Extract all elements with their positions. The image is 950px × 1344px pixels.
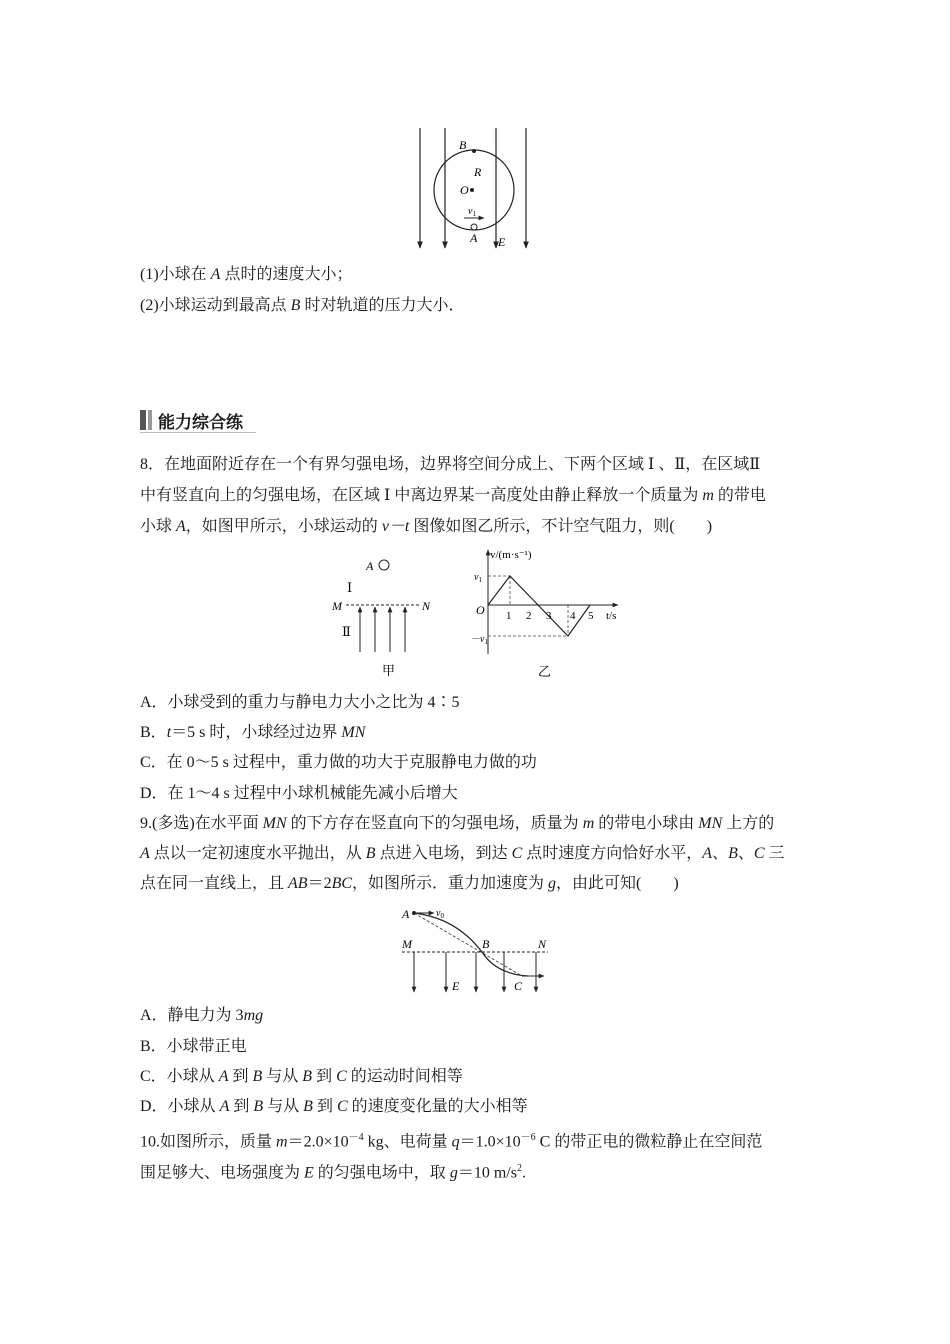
projectile-field-figure bbox=[396, 904, 556, 996]
q9-option-c[interactable] bbox=[140, 1066, 463, 1088]
text: (2)小球运动到最高点 bbox=[140, 297, 291, 314]
label-region-2: Ⅱ bbox=[342, 624, 351, 639]
var: A bbox=[140, 845, 150, 862]
vt-curve bbox=[488, 576, 590, 636]
text: 、 bbox=[712, 845, 729, 862]
ball-a bbox=[379, 560, 389, 570]
text: 点在同一直线上，且 bbox=[140, 875, 289, 892]
tick-4: 4 bbox=[570, 610, 576, 622]
var: A bbox=[218, 1068, 229, 1085]
text: ＝5 s 时，小球经过边界 bbox=[171, 724, 342, 741]
section-bar-icon bbox=[140, 410, 146, 430]
var: MN bbox=[698, 815, 723, 832]
label-o: O bbox=[460, 183, 469, 197]
label-e: E bbox=[452, 979, 460, 993]
q7-part2 bbox=[140, 295, 464, 317]
var: mg bbox=[243, 1007, 264, 1024]
q8-line1: 8．在地面附近存在一个有界匀强电场，边界将空间分成上、下两个区域 Ⅰ 、Ⅱ，在区域Ⅱ bbox=[140, 456, 761, 473]
text: ＝1.0×10 bbox=[459, 1133, 521, 1151]
var: m bbox=[582, 815, 595, 832]
text: . bbox=[521, 1164, 526, 1182]
var: AB bbox=[288, 875, 308, 892]
text: 时对轨道的压力大小． bbox=[300, 297, 465, 314]
q9-line2 bbox=[140, 843, 785, 865]
center-o-dot bbox=[470, 188, 474, 192]
exponent: －4 bbox=[348, 1132, 364, 1143]
label-v1: $v_1$ bbox=[468, 206, 476, 218]
var: B bbox=[253, 1098, 264, 1115]
q10-line2 bbox=[140, 1158, 526, 1184]
q7-part1 bbox=[140, 264, 352, 286]
var: A bbox=[210, 266, 221, 283]
exponent: 2 bbox=[516, 1163, 522, 1174]
text: 的匀强电场中，取 bbox=[313, 1164, 450, 1182]
label-v0: $v_0$ bbox=[436, 908, 444, 920]
tick-2: 2 bbox=[526, 610, 532, 622]
var: C bbox=[753, 845, 765, 862]
text: ＝2.0×10 bbox=[287, 1133, 349, 1151]
figure-yi-vt-graph bbox=[470, 544, 630, 682]
ball-a bbox=[471, 224, 477, 230]
y-axis-label: v/(m·s⁻¹) bbox=[490, 549, 532, 561]
text: 到 bbox=[228, 1068, 253, 1085]
caption-yi: 乙 bbox=[538, 664, 552, 679]
text: ) bbox=[706, 518, 713, 535]
text: A．静电力为 3 bbox=[140, 1007, 244, 1024]
q10-line1 bbox=[140, 1127, 762, 1153]
text: C 的带正电的微粒静止在空间范 bbox=[535, 1133, 763, 1151]
label-m: M bbox=[402, 937, 412, 951]
label-b: B bbox=[482, 937, 490, 951]
origin-label: O bbox=[476, 603, 485, 617]
text: 与从 bbox=[262, 1068, 303, 1085]
q8-option-d[interactable]: D．在 1～4 s 过程中小球机械能先减小后增大 bbox=[140, 785, 458, 802]
label-b: B bbox=[459, 138, 467, 152]
var: A bbox=[219, 1098, 230, 1115]
label-region-1: Ⅰ bbox=[347, 580, 353, 595]
text: 到 bbox=[312, 1068, 337, 1085]
var: g bbox=[449, 1164, 458, 1182]
text: kg、电荷量 bbox=[363, 1133, 452, 1151]
label-a: A bbox=[470, 231, 478, 245]
q9-option-b[interactable]: B．小球带正电 bbox=[140, 1038, 247, 1055]
text: 到 bbox=[229, 1098, 254, 1115]
text: 的运动时间相等 bbox=[346, 1068, 463, 1085]
text: 三 bbox=[764, 845, 785, 862]
text: 图像如图乙所示，不计空气阻力，则( bbox=[409, 518, 675, 535]
text: ，由此可知( bbox=[556, 875, 642, 892]
label-m: M bbox=[332, 599, 342, 613]
section-bar-icon bbox=[148, 410, 152, 430]
label-n: N bbox=[422, 599, 431, 613]
var: B bbox=[728, 845, 738, 862]
var: m bbox=[276, 1133, 288, 1151]
section-heading bbox=[140, 408, 243, 432]
x-axis-label: t/s bbox=[606, 610, 617, 622]
text: ＝2 bbox=[307, 875, 332, 892]
text: ，如图所示．重力加速度为 bbox=[352, 875, 549, 892]
text: 点时速度方向恰好水平， bbox=[522, 845, 703, 862]
text: 的下方存在竖直向下的匀强电场，质量为 bbox=[286, 815, 583, 832]
var: v－t bbox=[381, 518, 410, 535]
var: MN bbox=[262, 815, 287, 832]
q9-option-a[interactable] bbox=[140, 1005, 263, 1027]
text: 小球 bbox=[140, 518, 177, 535]
var: BC bbox=[331, 875, 353, 892]
q8-option-a[interactable]: A．小球受到的重力与静电力大小之比为 4∶5 bbox=[140, 694, 460, 711]
tick-3: 3 bbox=[546, 610, 552, 622]
text: 、 bbox=[737, 845, 754, 862]
q8-line2 bbox=[140, 485, 766, 507]
text: 的速度变化量的大小相等 bbox=[347, 1098, 528, 1115]
var: C bbox=[336, 1068, 347, 1085]
trajectory bbox=[414, 913, 528, 976]
section-title: 能力综合练 bbox=[158, 412, 243, 433]
v1-label: $v_1$ bbox=[474, 572, 482, 584]
q8-option-b[interactable] bbox=[140, 722, 365, 744]
var: MN bbox=[341, 724, 366, 741]
text: ，如图甲所示，小球运动的 bbox=[185, 518, 382, 535]
q9-line3 bbox=[140, 873, 679, 895]
var: C bbox=[336, 1098, 348, 1115]
q8-option-c[interactable]: C．在 0～5 s 过程中，重力做的功大于克服静电力做的功 bbox=[140, 754, 537, 771]
q8-line3 bbox=[140, 516, 712, 538]
text: D．小球从 bbox=[140, 1098, 220, 1115]
var: g bbox=[548, 875, 557, 892]
tick-5: 5 bbox=[588, 610, 594, 622]
var: B bbox=[290, 297, 301, 314]
text: ) bbox=[673, 875, 679, 892]
text: 与从 bbox=[263, 1098, 304, 1115]
text: (1)小球在 bbox=[140, 266, 211, 283]
text: 的带电小球由 bbox=[594, 815, 699, 832]
var: B bbox=[302, 1068, 313, 1085]
text: 10.如图所示，质量 bbox=[140, 1133, 277, 1151]
label-r: R bbox=[474, 165, 482, 179]
text: 点进入电场，到达 bbox=[375, 845, 512, 862]
section-underline bbox=[140, 432, 256, 433]
var: t bbox=[166, 724, 172, 741]
var: C bbox=[511, 845, 523, 862]
text: 点以一定初速度水平抛出，从 bbox=[149, 845, 366, 862]
label-a: A bbox=[366, 559, 374, 573]
tick-1: 1 bbox=[506, 610, 512, 622]
point-b-dot bbox=[472, 149, 476, 153]
neg-v1-label: $-v_1$ bbox=[470, 634, 488, 646]
label-c: C bbox=[514, 979, 523, 993]
text: 的带电 bbox=[713, 487, 766, 504]
text: C．小球从 bbox=[140, 1068, 219, 1085]
text: B． bbox=[140, 724, 167, 741]
line-abc bbox=[414, 913, 522, 976]
text: 上方的 bbox=[722, 815, 775, 832]
text: 中有竖直向上的匀强电场，在区域 Ⅰ 中离边界某一高度处由静止释放一个质量为 bbox=[140, 487, 703, 504]
text: 点时的速度大小； bbox=[220, 266, 353, 283]
label-e: E bbox=[498, 235, 506, 249]
exponent: －6 bbox=[520, 1132, 536, 1143]
text: 到 bbox=[312, 1098, 337, 1115]
var: A bbox=[176, 518, 186, 535]
figure-jia bbox=[330, 552, 440, 680]
text: ＝10 m/s bbox=[457, 1164, 517, 1182]
label-a: A bbox=[402, 907, 410, 921]
caption-jia: 甲 bbox=[382, 663, 396, 678]
var: B bbox=[365, 845, 376, 862]
q9-line1 bbox=[140, 813, 774, 835]
text: 围足够大、电场强度为 bbox=[140, 1164, 305, 1182]
label-n: N bbox=[538, 937, 547, 951]
var: B bbox=[252, 1068, 263, 1085]
circular-track-figure bbox=[412, 124, 552, 252]
text: 9.(多选)在水平面 bbox=[140, 815, 263, 832]
var: A bbox=[702, 845, 713, 862]
var: m bbox=[702, 487, 714, 504]
var: B bbox=[303, 1098, 313, 1115]
var: E bbox=[304, 1164, 314, 1182]
var: q bbox=[451, 1133, 460, 1151]
q9-option-d[interactable] bbox=[140, 1096, 528, 1118]
